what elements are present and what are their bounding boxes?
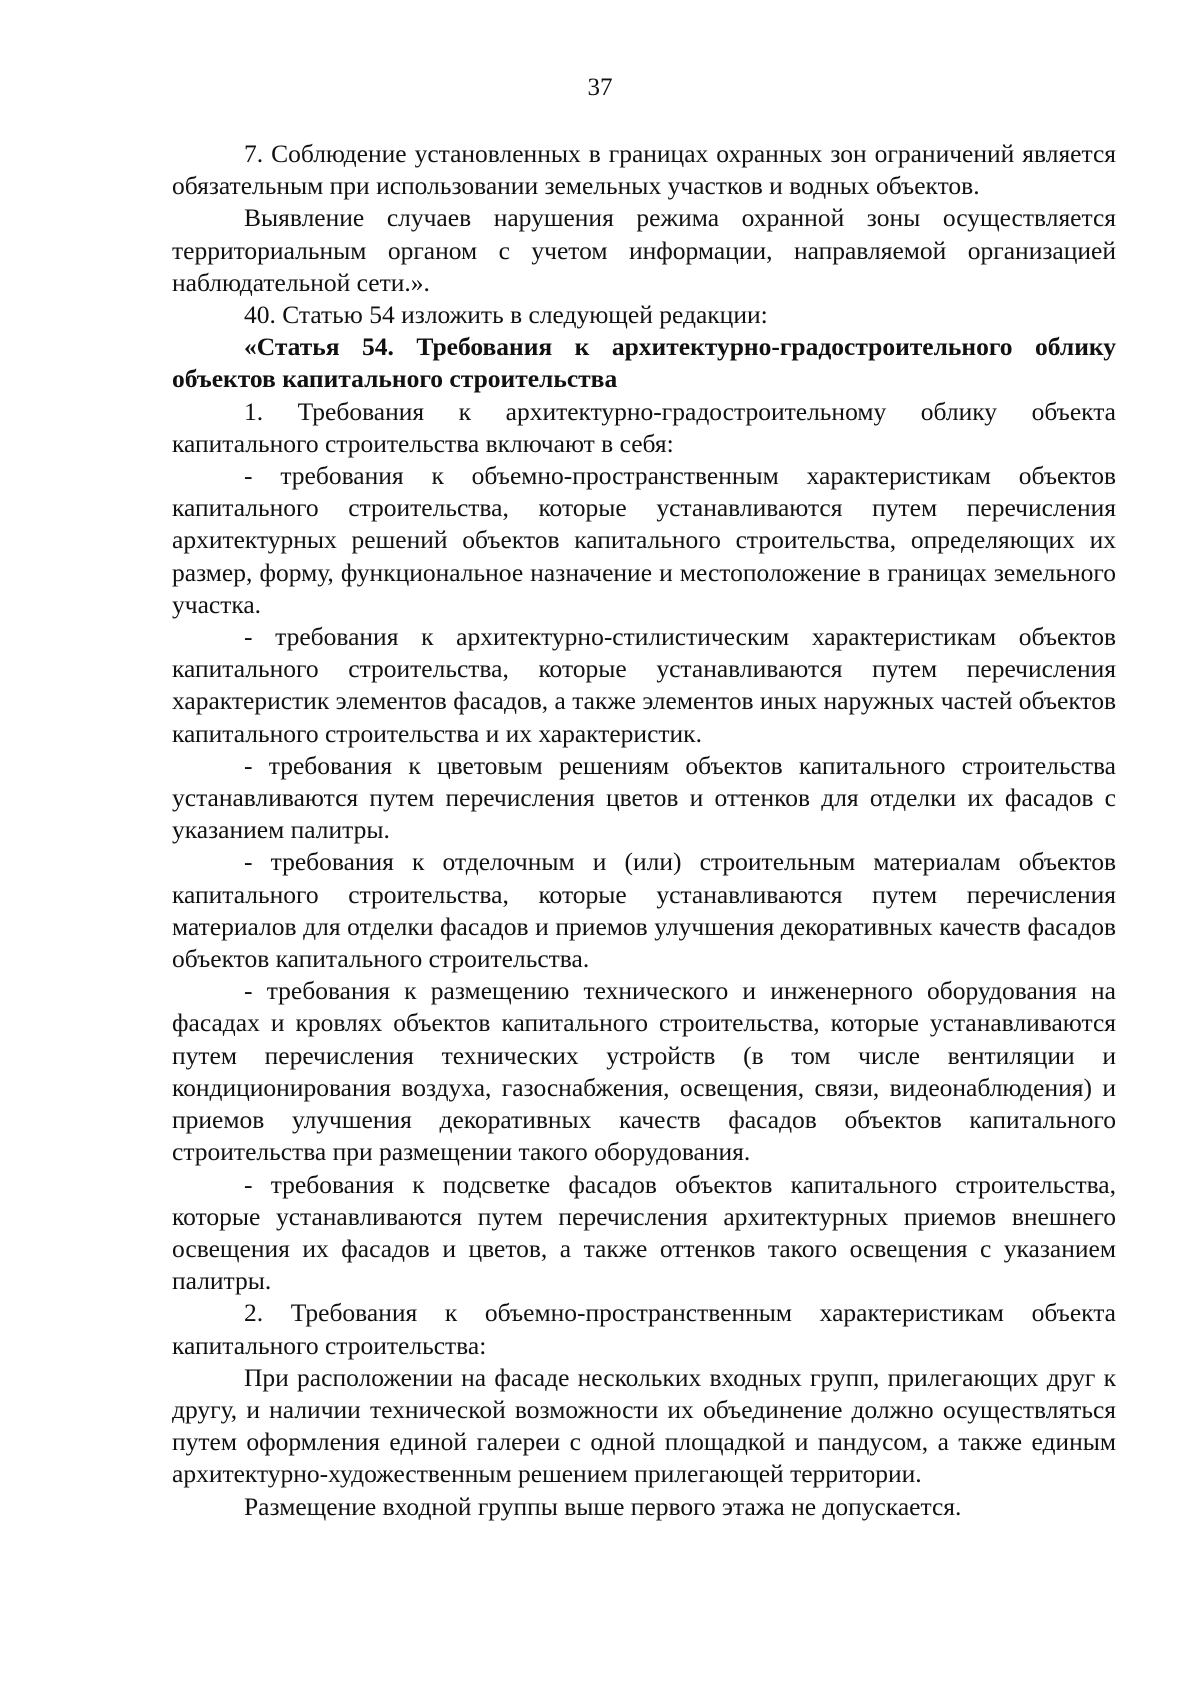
paragraph-finishing-materials: - требования к отделочным и (или) строительным материалам объектов капитального строительства, которые устанавливаются путем перечисления материалов для отделки фасадов и приемов улучшения декоративных качеств фасадов объектов капитального строительства.: [172, 847, 1116, 974]
paragraph-item-2: 2. Требования к объемно-пространственным характеристикам объекта капитального строительства:: [172, 1298, 1116, 1360]
paragraph-architectural-stylistic: - требования к архитектурно-стилистическим характеристикам объектов капитального строительства, которые устанавливаются путем перечисления характеристик элементов фасадов, а также элементов иных наружных частей объектов капитального строительства и их характеристик.: [172, 622, 1116, 748]
paragraph-violation-detection: Выявление случаев нарушения режима охранной зоны осуществляется территориальным органом с учетом информации, направляемой организацией наблюдательной сети.».: [172, 203, 1116, 297]
paragraph-entrance-floor: Размещение входной группы выше первого этажа не допускается.: [244, 1491, 962, 1521]
paragraph-item-40: 40. Статью 54 изложить в следующей редакции:: [244, 300, 768, 330]
document-body: [172, 138, 1116, 1523]
paragraph-requirements-intro: 1. Требования к архитектурно-градостроительному облику объекта капитального строительства включают в себя:: [172, 396, 1116, 458]
page-number: 37: [587, 74, 613, 101]
paragraph-color-solutions: - требования к цветовым решениям объектов капитального строительства устанавливаются путем перечисления цветов и оттенков для отделки их фасадов с указанием палитры.: [172, 750, 1116, 845]
paragraph-volume-spatial: - требования к объемно-пространственным характеристикам объектов капитального строительства, которые устанавливаются путем перечисления архитектурных решений объектов капитального строительства, определяющих их размер, форму, функциональное назначение и местоположение в границах земельного участка.: [172, 461, 1116, 619]
paragraph-item-7: 7. Соблюдение установленных в границах охранных зон ограничений является обязательным при использовании земельных участков и водных объектов.: [172, 139, 1116, 201]
paragraph-equipment-placement: - требования к размещению технического и инженерного оборудования на фасадах и кровлях объектов капитального строительства, которые устанавливаются путем перечисления технических устройств (в том числе вентиляции и кондиционирования воздуха, газоснабжения, освещения, связи, видеонаблюдения) и приемов улучшения декоративных качеств фасадов объектов капитального строительства при размещении такого оборудования.: [172, 976, 1116, 1167]
paragraph-entrance-groups: При расположении на фасаде нескольких входных групп, прилегающих друг к другу, и наличии технической возможности их объединение должно осуществляться путем оформления единой галереи с одной площадкой и пандусом, а также единым архитектурно-художественным решением прилегающей территории.: [172, 1362, 1116, 1489]
article-heading: «Статья 54. Требования к архитектурно-градостроительного облику объектов капитального строительства: [172, 332, 1116, 394]
paragraph-facade-lighting: - требования к подсветке фасадов объектов капитального строительства, которые устанавливаются путем перечисления архитектурных приемов внешнего освещения их фасадов и цветов, а также оттенков такого освещения с указанием палитры.: [172, 1169, 1116, 1296]
